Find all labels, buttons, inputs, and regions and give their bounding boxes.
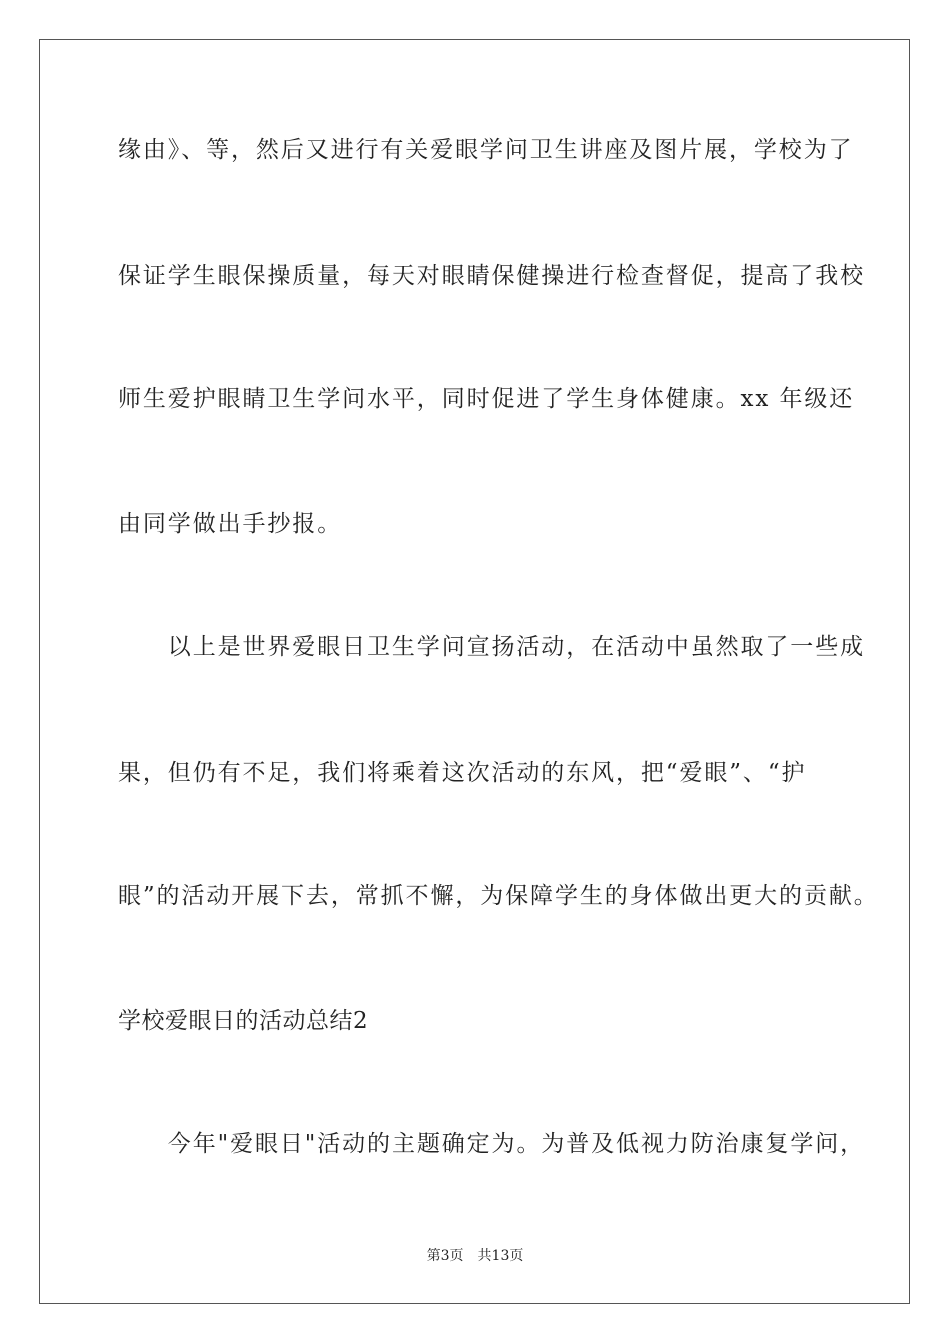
page-frame xyxy=(39,39,910,1304)
page-number-total: 共13页 xyxy=(477,1248,524,1264)
section-heading: 学校爱眼日的活动总结2 xyxy=(118,1008,369,1034)
page-number-current: 第3页 xyxy=(426,1248,464,1264)
body-text-line: 眼”的活动开展下去，常抓不懈，为保障学生的身体做出更大的贡献。 xyxy=(118,883,879,909)
body-text-line: 以上是世界爱眼日卫生学问宣扬活动，在活动中虽然取了一些成 xyxy=(118,634,865,660)
page-footer xyxy=(0,1247,950,1265)
body-text-line: 保证学生眼保操质量，每天对眼睛保健操进行检查督促，提高了我校 xyxy=(118,263,865,289)
body-text-line: 果，但仍有不足，我们将乘着这次活动的东风，把“爱眼”、“护 xyxy=(118,760,807,786)
body-text-line: 由同学做出手抄报。 xyxy=(118,511,343,537)
body-text-line: 师生爱护眼睛卫生学问水平，同时促进了学生身体健康。xx 年级还 xyxy=(118,386,855,412)
body-text-line: 今年"爱眼日"活动的主题确定为。为普及低视力防治康复学问， xyxy=(118,1131,866,1157)
body-text-line: 缘由》、等，然后又进行有关爱眼学问卫生讲座及图片展，学校为了 xyxy=(118,137,854,163)
